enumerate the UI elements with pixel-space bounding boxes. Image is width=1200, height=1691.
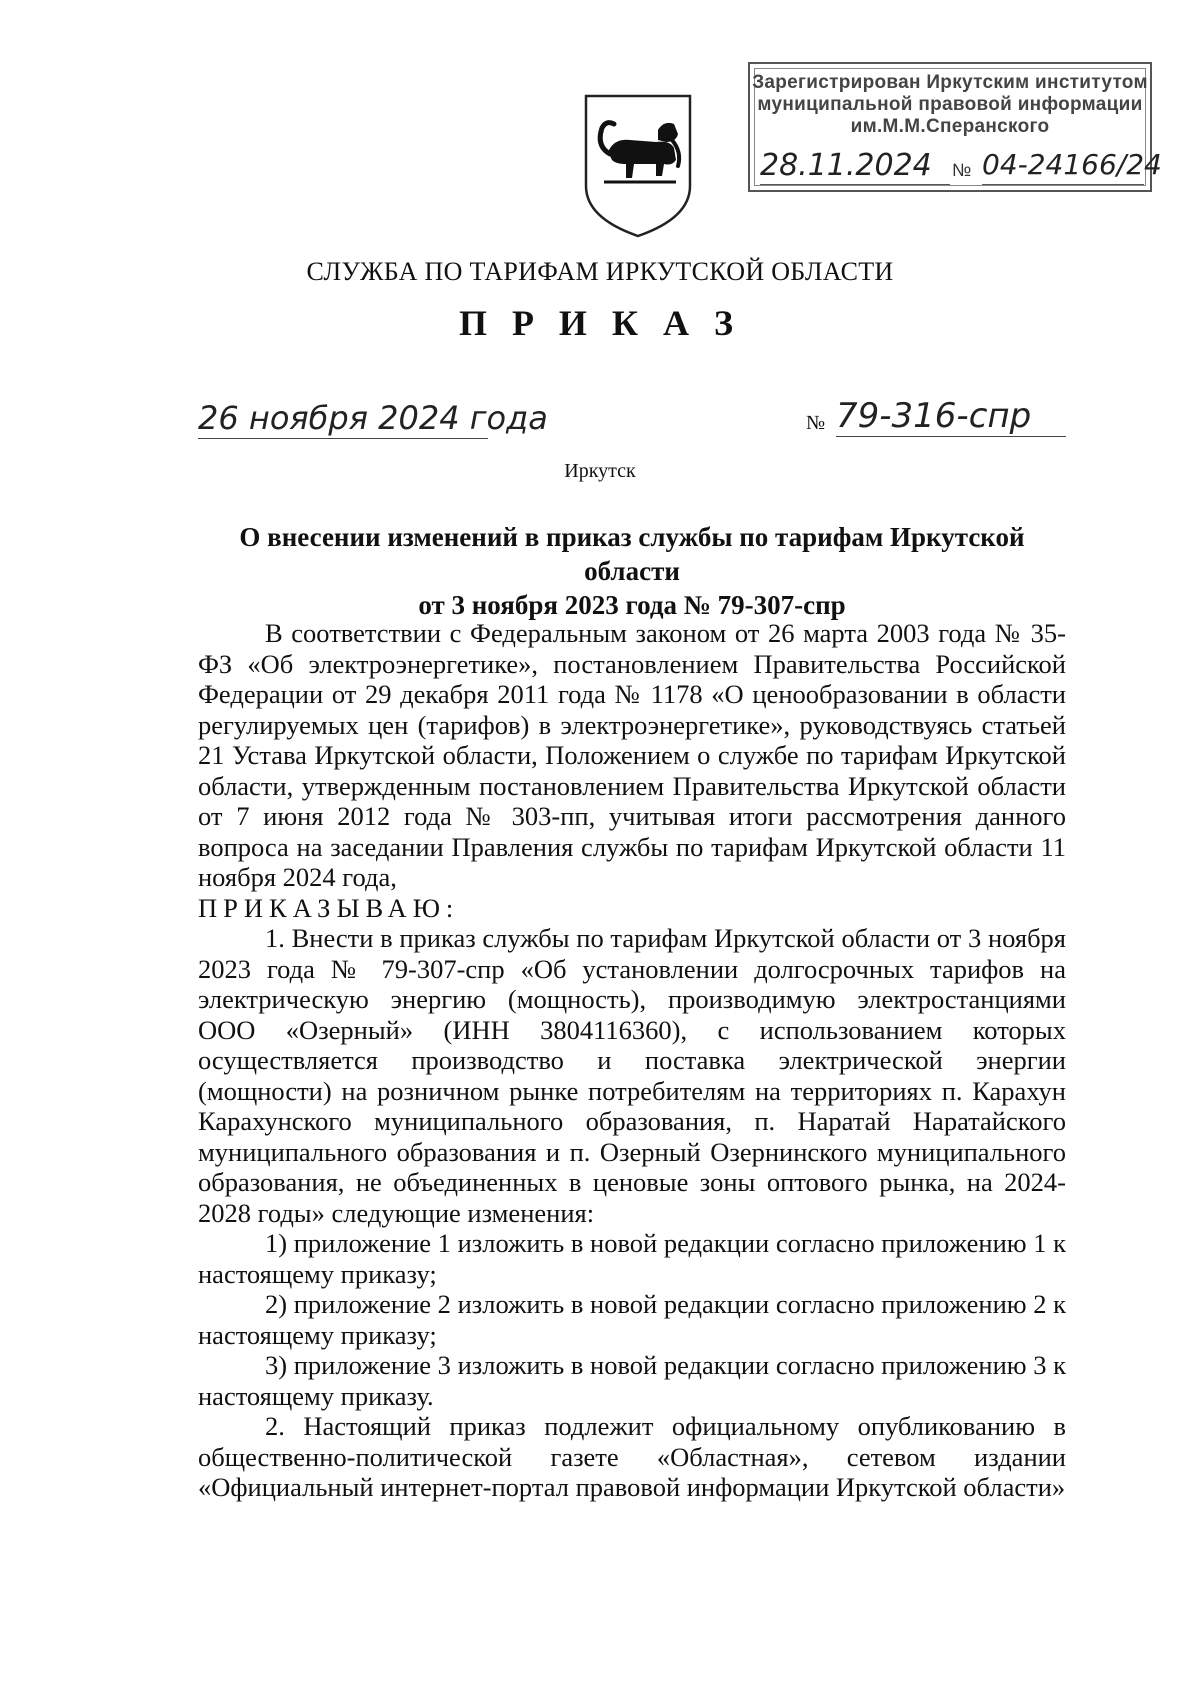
order-date-text: 26 ноября 2024 года xyxy=(198,399,548,437)
item-1-paragraph: 1. Внести в приказ службы по тарифам Иркутской области от 3 ноября 2023 года № 79-307-спр «Об установлении долгосрочных тарифов на электрическую энергию (мощность), производимую электростанциями ООО «Озерный» (ИНН 3804116360), с использованием которых осуществляется производство и поставка электрической энергии (мощности) на розничном рынке потребителям на территориях п. Карахун Карахунского муниципального образования, п. Наратай Наратайского муниципального образования и п. Озерный Озернинского муниципального образования, не объединенных в ценовые зоны оптового рынка, на 2024-2028 годы» следующие изменения: xyxy=(198,923,1066,1228)
handwritten-order-number: 79-316-спр xyxy=(836,396,1066,437)
sub-item-3: 3) приложение 3 изложить в новой редакции согласно приложению 3 к настоящему приказу. xyxy=(198,1350,1066,1411)
handwritten-order-date xyxy=(198,398,548,439)
stamp-registration-date: 28.11.2024 xyxy=(760,148,950,185)
registration-stamp xyxy=(748,62,1162,192)
order-title: П Р И К А З xyxy=(458,303,742,343)
document-body xyxy=(198,618,1066,1503)
coat-of-arms-icon xyxy=(578,90,698,240)
stamp-line-2: муниципальной правовой информации xyxy=(757,94,1143,115)
city-name: Иркутск xyxy=(564,460,636,482)
agency-name: СЛУЖБА ПО ТАРИФАМ ИРКУТСКОЙ ОБЛАСТИ xyxy=(306,257,894,286)
stamp-registration-number: 04-24166/24 xyxy=(982,148,1144,185)
stamp-line-1: Зарегистрирован Иркутским институтом xyxy=(752,72,1148,93)
document-heading xyxy=(198,520,1066,622)
item-2-paragraph: 2. Настоящий приказ подлежит официальному опубликованию в общественно-политической газете «Областная», сетевом издании «Официальный интернет-портал правовой информации Иркутской области» xyxy=(198,1411,1066,1502)
heading-line-1: О внесении изменений в приказ службы по тарифам Иркутской области xyxy=(239,522,1025,586)
heading-line-2: от 3 ноября 2023 года № 79-307-спр xyxy=(418,590,846,620)
stamp-number-sign: № xyxy=(952,160,972,180)
preamble-paragraph: В соответствии с Федеральным законом от 26 марта 2003 года № 35-ФЗ «Об электроэнергетике», постановлением Правительства Российской Федерации от 29 декабря 2011 года № 1178 «О ценообразовании в области регулируемых цен (тарифов) в электроэнергетике», руководствуясь статьей 21 Устава Иркутской области, Положением о службе по тарифам Иркутской области, утвержденным постановлением Правительства Иркутской области от 7 июня 2012 года № 303-пп, учитывая итоги рассмотрения данного вопроса на заседании Правления службы по тарифам Иркутской области 11 ноября 2024 года, xyxy=(198,618,1066,892)
sub-item-1: 1) приложение 1 изложить в новой редакции согласно приложению 1 к настоящему приказу; xyxy=(198,1228,1066,1289)
sub-item-2: 2) приложение 2 изложить в новой редакции согласно приложению 2 к настоящему приказу; xyxy=(198,1289,1066,1350)
stamp-line-3: им.М.М.Сперанского xyxy=(850,116,1050,137)
order-number-sign: № xyxy=(806,412,826,434)
order-word: ПРИКАЗЫВАЮ: xyxy=(198,892,460,923)
